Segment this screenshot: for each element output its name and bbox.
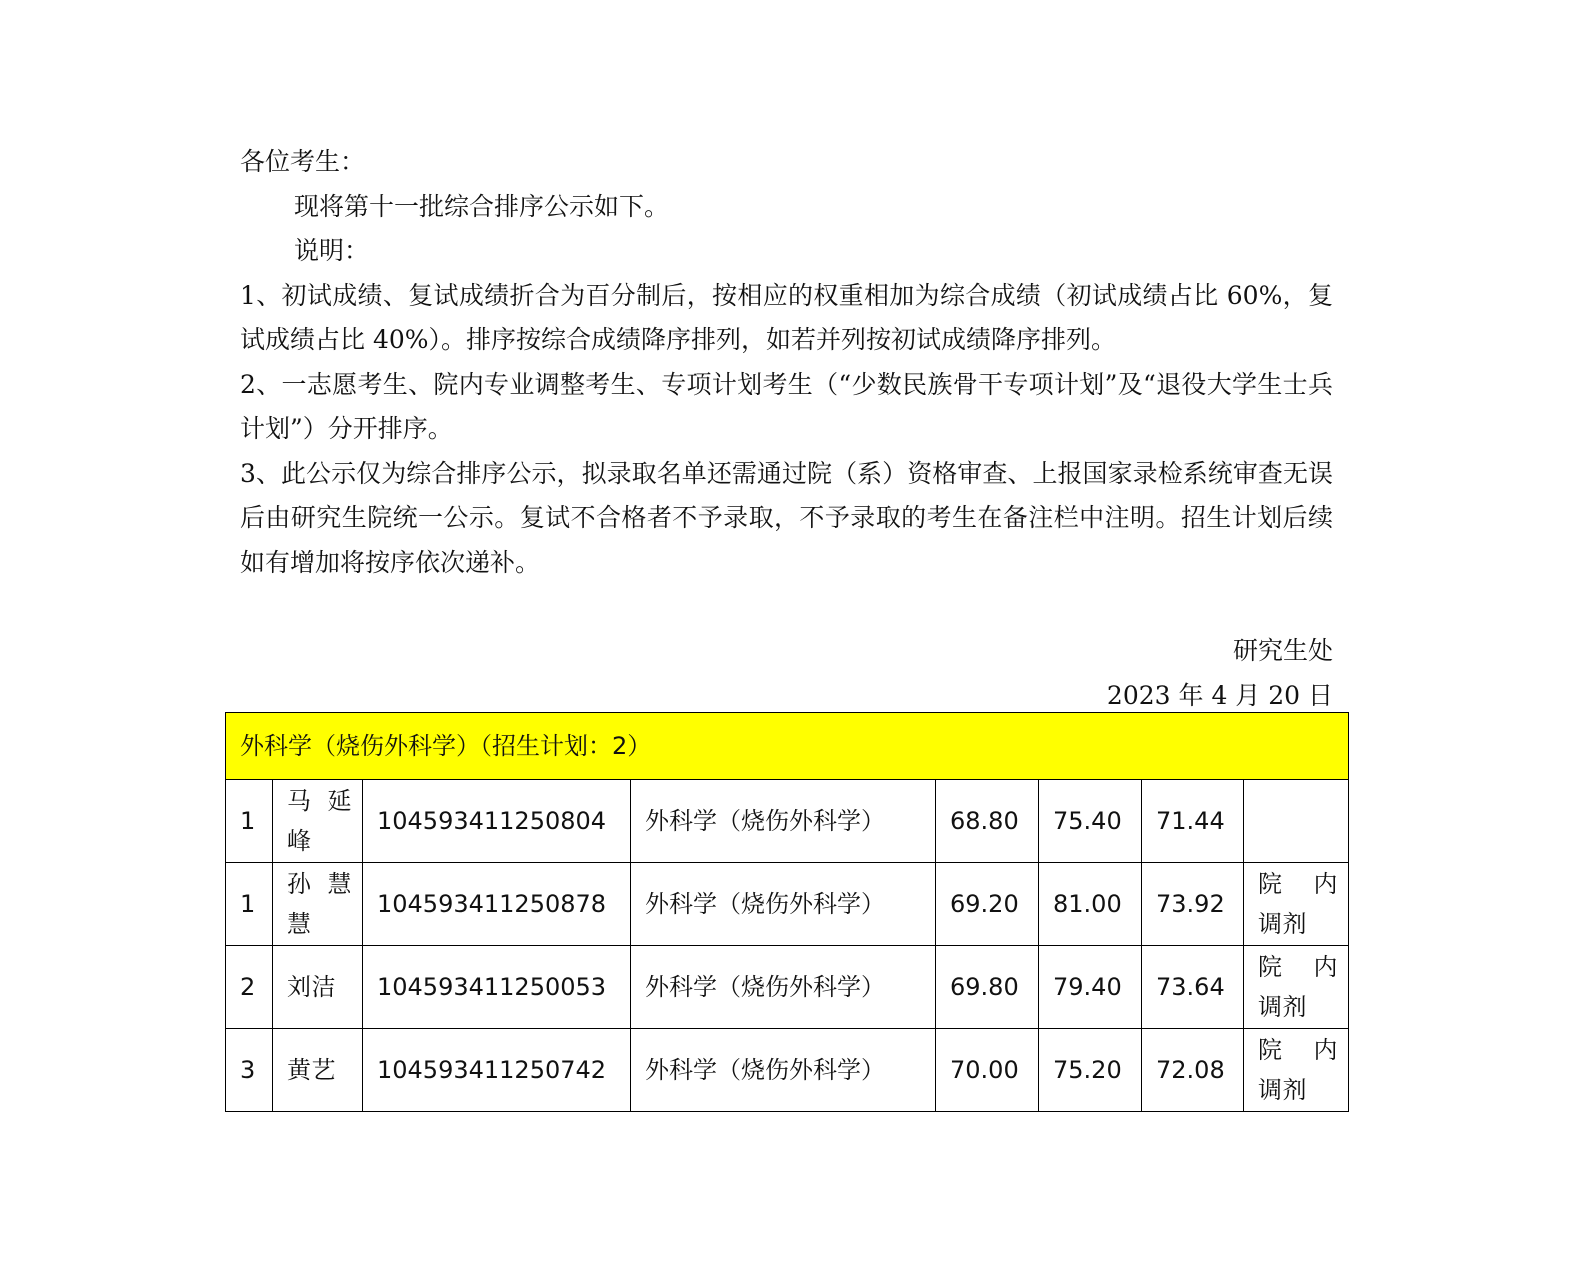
note-item-2: 2、一志愿考生、院内专业调整考生、专项计划考生（“少数民族骨干专项计划”及“退役大学生士兵计划”）分开排序。 [240,369,1333,443]
remark-cell: 院 内 调剂 [1244,1029,1349,1112]
table-section-title: 外科学（烧伤外科学）（招生计划：2） [226,713,1349,780]
table-row [226,863,1349,946]
remark-cell: 院 内 调剂 [1244,946,1349,1029]
rank-cell: 3 [226,1029,273,1112]
intro-text: 现将第十一批综合排序公示如下。 [294,191,670,221]
table-header-row [226,713,1349,780]
major-cell: 外科学（烧伤外科学） [631,863,936,946]
note-item-3: 3、此公示仅为综合排序公示，拟录取名单还需通过院（系）资格审查、上报国家录检系统审查无误后由研究生院统一公示。复试不合格者不予录取，不予录取的考生在备注栏中注明。招生计划后续如有增加将按序依次递补。 [240,458,1333,577]
name-cell: 刘洁 [273,946,363,1029]
retest-score-cell: 75.20 [1039,1029,1142,1112]
exam-id-cell: 104593411250742 [363,1029,631,1112]
table-row [226,1029,1349,1112]
major-cell: 外科学（烧伤外科学） [631,946,936,1029]
spacer [240,585,1333,629]
rank-cell: 2 [226,946,273,1029]
name-cell: 孙 慧 慧 [273,863,363,946]
initial-score-cell: 70.00 [936,1029,1039,1112]
exam-id-cell: 104593411250878 [363,863,631,946]
name-cell: 黄艺 [273,1029,363,1112]
total-score-cell: 73.92 [1142,863,1244,946]
initial-score-cell: 68.80 [936,780,1039,863]
total-score-cell: 73.64 [1142,946,1244,1029]
date: 2023 年 4 月 20 日 [1106,680,1333,710]
rank-cell: 1 [226,863,273,946]
total-score-cell: 71.44 [1142,780,1244,863]
note-item-1: 1、初试成绩、复试成绩折合为百分制后，按相应的权重相加为综合成绩（初试成绩占比 60%，复试成绩占比 40%）。排序按综合成绩降序排列，如若并列按初试成绩降序排列。 [240,280,1333,354]
initial-score-cell: 69.20 [936,863,1039,946]
remark-cell [1244,780,1349,863]
ranking-table [225,712,1349,1112]
note-heading: 说明： [294,236,370,265]
initial-score-cell: 69.80 [936,946,1039,1029]
major-cell: 外科学（烧伤外科学） [631,1029,936,1112]
remark-cell: 院 内 调剂 [1244,863,1349,946]
major-cell: 外科学（烧伤外科学） [631,780,936,863]
greeting: 各位考生： [240,147,366,176]
retest-score-cell: 75.40 [1039,780,1142,863]
name-cell: 马 延 峰 [273,780,363,863]
notice-body [240,140,1333,718]
total-score-cell: 72.08 [1142,1029,1244,1112]
exam-id-cell: 104593411250053 [363,946,631,1029]
signature: 研究生处 [1232,636,1333,665]
retest-score-cell: 81.00 [1039,863,1142,946]
table-row [226,780,1349,863]
exam-id-cell: 104593411250804 [363,780,631,863]
rank-cell: 1 [226,780,273,863]
retest-score-cell: 79.40 [1039,946,1142,1029]
table-row [226,946,1349,1029]
